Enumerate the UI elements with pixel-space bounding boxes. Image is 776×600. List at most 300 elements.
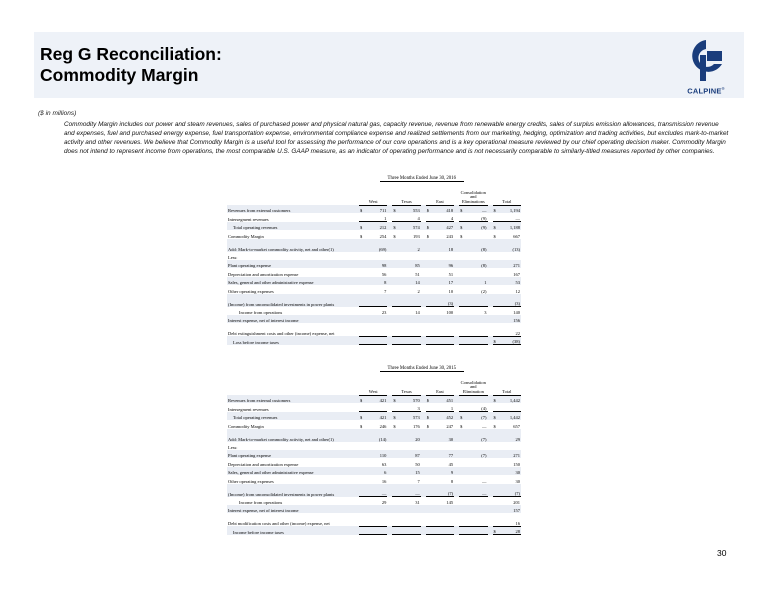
cell-value: 29 (373, 497, 387, 505)
currency-sign (359, 467, 373, 475)
column-header: Total (493, 373, 522, 395)
slide-title-line1: Reg G Reconciliation: (40, 44, 222, 64)
cell-value: 8 (373, 277, 387, 285)
cell-value: 3 (473, 307, 487, 315)
currency-sign (493, 252, 507, 260)
cell-value (440, 442, 454, 450)
currency-sign (392, 285, 406, 293)
cell-value: (3) (507, 294, 521, 307)
row-label: Interest expense, net of interest income (227, 315, 359, 323)
cell-value (473, 505, 487, 513)
table-row (227, 442, 521, 450)
currency-sign (359, 277, 373, 285)
row-label: Intersegment revenues (228, 216, 269, 222)
cell-value: 246 (379, 423, 387, 429)
table-row (227, 277, 521, 285)
cell-value: — (373, 484, 387, 497)
table-row (227, 450, 521, 458)
currency-sign (426, 526, 440, 534)
cell-value: 23 (373, 307, 387, 315)
cell-value (373, 403, 387, 411)
table-row (227, 336, 521, 344)
currency-sign: $ (392, 412, 406, 420)
cell-value: (13) (507, 239, 521, 252)
currency-sign (459, 403, 473, 411)
cell-value (473, 268, 487, 276)
currency-sign (459, 294, 473, 307)
currency-sign: $ (426, 423, 429, 429)
row-label: Commodity Margin (228, 423, 264, 429)
cell-value (407, 315, 421, 323)
table-row (227, 230, 521, 238)
currency-sign: $ (359, 395, 373, 403)
currency-sign: $ (359, 205, 373, 213)
currency-sign (426, 294, 440, 307)
currency-sign (392, 467, 406, 475)
cell-value: 16 (515, 520, 520, 526)
cell-value: 4 (417, 216, 420, 222)
row-label: (Income) from unconsolidated investments in power plants (227, 294, 359, 307)
cell-value (407, 442, 421, 450)
currency-sign: $ (359, 222, 373, 230)
cell-value (373, 294, 387, 307)
cell-value: 140 (507, 307, 521, 315)
currency-sign (359, 285, 373, 293)
cell-value: 212 (373, 222, 387, 230)
cell-value: 157 (507, 505, 521, 513)
cell-value: 451 (440, 395, 454, 403)
currency-sign: $ (426, 233, 429, 239)
cell-value: 30 (515, 478, 520, 484)
cell-value: (8) (473, 239, 487, 252)
currency-sign (459, 268, 473, 276)
cell-value: 56 (381, 271, 387, 277)
currency-sign (359, 429, 373, 442)
table-row (227, 307, 521, 315)
row-label: Add: Mark-to-market commodity activity, net and other(1) (227, 239, 359, 252)
cell-value: 2 (417, 288, 420, 294)
cell-value (373, 526, 387, 534)
cell-value: 22 (515, 330, 520, 336)
currency-sign: $ (493, 205, 507, 213)
column-header: East (426, 373, 454, 395)
currency-sign (493, 268, 507, 276)
currency-sign (392, 458, 406, 466)
cell-value: 570 (407, 395, 421, 403)
currency-sign (359, 442, 373, 450)
cell-value: 77 (440, 450, 454, 458)
currency-sign (493, 458, 507, 466)
currency-sign (459, 260, 473, 268)
cell-value: 51 (415, 271, 420, 277)
table-row (227, 205, 521, 213)
currency-sign (459, 252, 473, 260)
cell-value: 7 (417, 478, 420, 484)
currency-sign (359, 458, 373, 466)
cell-value: (9) (481, 216, 487, 222)
currency-sign (392, 307, 406, 315)
currency-sign (359, 239, 373, 252)
currency-sign (459, 484, 473, 497)
table-row (227, 505, 521, 513)
cell-value (473, 458, 487, 466)
cell-value: — (515, 216, 520, 222)
table-row (227, 420, 521, 428)
column-header: West (359, 373, 387, 395)
table-row (227, 252, 521, 260)
table-row (227, 213, 521, 221)
cell-value: (38) (507, 336, 521, 344)
currency-sign (392, 475, 406, 483)
cell-value (473, 497, 487, 505)
calpine-logo (682, 38, 730, 104)
currency-sign (392, 484, 406, 497)
calpine-c-icon (688, 38, 724, 84)
column-header: Texas (392, 373, 420, 395)
cell-value: 421 (373, 395, 387, 403)
currency-sign (459, 526, 473, 534)
period-title: Three Months Ended June 30, 2015 (227, 365, 521, 373)
reconciliation-table-2016 (227, 175, 521, 345)
cell-value: 3 (417, 406, 420, 412)
row-label: Loss before income taxes (227, 336, 359, 344)
cell-value: 18 (440, 239, 454, 252)
row-label: Total operating revenues (227, 222, 359, 230)
cell-value: 271 (507, 260, 521, 268)
slide-title-line2: Commodity Margin (40, 65, 199, 85)
cell-value: 1,188 (507, 222, 521, 230)
table-row (227, 513, 521, 526)
cell-value (473, 467, 487, 475)
column-header: Texas (392, 183, 420, 205)
cell-value: 167 (513, 271, 520, 277)
currency-sign (426, 252, 440, 260)
currency-sign (392, 526, 406, 534)
currency-sign: $ (460, 233, 463, 239)
currency-sign (392, 252, 406, 260)
cell-value (473, 315, 487, 323)
cell-value: 176 (413, 423, 420, 429)
currency-sign (426, 315, 440, 323)
currency-sign (493, 475, 507, 483)
table-row (227, 294, 521, 307)
slide-title (40, 44, 222, 86)
cell-value (440, 336, 454, 344)
currency-sign (426, 497, 440, 505)
cell-value: (14) (373, 429, 387, 442)
table-row (227, 412, 521, 420)
cell-value: 50 (415, 461, 420, 467)
currency-sign (359, 252, 373, 260)
cell-value: 53 (507, 277, 521, 285)
currency-sign (359, 450, 373, 458)
cell-value: 9 (440, 467, 454, 475)
currency-sign (359, 213, 373, 221)
currency-sign (392, 450, 406, 458)
currency-sign (426, 450, 440, 458)
currency-sign (493, 285, 507, 293)
column-header-row (227, 373, 521, 395)
cell-value: 63 (381, 461, 387, 467)
currency-sign (392, 260, 406, 268)
cell-value: 6 (373, 467, 387, 475)
cell-value: 201 (507, 497, 521, 505)
row-label: Income from operations (239, 309, 283, 315)
currency-sign (459, 513, 473, 526)
currency-sign (493, 450, 507, 458)
currency-sign (392, 268, 406, 276)
cell-value: 254 (379, 233, 387, 239)
currency-sign: $ (459, 222, 473, 230)
currency-sign (459, 497, 473, 505)
cell-value: — (473, 205, 487, 213)
cell-value (473, 323, 487, 336)
cell-value (507, 403, 521, 411)
currency-sign (459, 505, 473, 513)
cell-value: 4 (450, 216, 454, 222)
cell-value: 418 (440, 205, 454, 213)
cell-value: 1,442 (507, 395, 521, 403)
currency-sign: $ (392, 395, 406, 403)
row-label: Depreciation and amortization expense (228, 271, 299, 277)
currency-sign (459, 475, 473, 483)
currency-sign: $ (360, 423, 363, 429)
cell-value (473, 294, 487, 307)
column-header: West (359, 183, 387, 205)
currency-sign (392, 336, 406, 344)
cell-value (440, 513, 454, 526)
currency-sign (392, 294, 406, 307)
currency-sign (426, 484, 440, 497)
currency-sign (359, 497, 373, 505)
currency-sign (359, 294, 373, 307)
cell-value: 1,194 (507, 205, 521, 213)
column-header-row (227, 183, 521, 205)
currency-sign: $ (426, 222, 440, 230)
cell-value: (7) (473, 450, 487, 458)
column-header: Total (493, 183, 522, 205)
table-row (227, 526, 521, 534)
cell-value: (2) (481, 288, 487, 294)
cell-value (373, 252, 387, 260)
cell-value: 573 (407, 412, 421, 420)
cell-value: (7) (440, 484, 454, 497)
cell-value: 29 (507, 429, 521, 442)
currency-sign (459, 467, 473, 475)
table-row (227, 285, 521, 293)
currency-sign: $ (459, 412, 473, 420)
row-label: Plant operating expense (227, 450, 359, 458)
currency-sign: $ (426, 412, 440, 420)
currency-sign (426, 513, 440, 526)
currency-sign (459, 458, 473, 466)
currency-sign: $ (493, 233, 496, 239)
currency-sign (359, 403, 373, 411)
currency-sign (392, 277, 406, 285)
currency-sign (426, 429, 440, 442)
currency-sign (359, 260, 373, 268)
cell-value: — (482, 423, 487, 429)
currency-sign (359, 475, 373, 483)
cell-value: 10 (448, 288, 454, 294)
row-label: Interest expense, net of interest income (227, 505, 359, 513)
currency-sign (493, 403, 507, 411)
cell-value: 247 (446, 423, 454, 429)
currency-sign (392, 239, 406, 252)
row-label: Intersegment revenues (228, 406, 269, 412)
table-row (227, 429, 521, 442)
currency-sign (493, 513, 507, 526)
column-header: East (426, 183, 454, 205)
row-label: Commodity Margin (228, 233, 264, 239)
table-row (227, 239, 521, 252)
cell-value: 574 (407, 222, 421, 230)
cell-value: 85 (407, 260, 421, 268)
table-row (227, 323, 521, 336)
cell-value: 1,442 (507, 412, 521, 420)
row-label: Revenues from external customers (227, 395, 359, 403)
currency-sign (426, 307, 440, 315)
currency-sign (459, 277, 473, 285)
column-header: Consolidation and Eliminations (459, 183, 487, 205)
cell-value: 8 (450, 478, 454, 484)
cell-value: 1 (384, 216, 387, 222)
currency-sign: $ (360, 233, 363, 239)
row-label: Sales, general and other administrative expense (227, 277, 359, 285)
cell-value (407, 336, 421, 344)
currency-sign (493, 467, 507, 475)
period-title: Three Months Ended June 30, 2016 (227, 175, 521, 183)
financial-table (227, 183, 521, 345)
currency-sign (493, 307, 507, 315)
cell-value (507, 442, 521, 450)
currency-sign (359, 307, 373, 315)
reconciliation-table-2015 (227, 365, 521, 535)
currency-sign: $ (359, 412, 373, 420)
cell-value: 16 (381, 478, 387, 484)
cell-value: 243 (446, 233, 454, 239)
financial-table (227, 373, 521, 535)
cell-value: 98 (373, 260, 387, 268)
logo-wordmark: CALPINE® (687, 86, 725, 96)
currency-sign (426, 505, 440, 513)
cell-value: (3) (440, 294, 454, 307)
table-row (227, 475, 521, 483)
currency-sign (359, 505, 373, 513)
cell-value: 711 (373, 205, 387, 213)
currency-sign (359, 315, 373, 323)
cell-value: 1 (450, 406, 454, 412)
currency-sign: $ (493, 423, 496, 429)
cell-value (440, 505, 454, 513)
cell-value: 427 (440, 222, 454, 230)
cell-value: 7 (384, 288, 387, 294)
table-row (227, 484, 521, 497)
cell-value: 28 (507, 526, 521, 534)
currency-sign (392, 513, 406, 526)
currency-sign (392, 315, 406, 323)
row-label: Debt extinguishment costs and other (income) expense, net (228, 331, 335, 337)
cell-value: 45 (448, 461, 454, 467)
cell-value: 87 (407, 450, 421, 458)
cell-value (473, 336, 487, 344)
cell-value: (69) (373, 239, 387, 252)
currency-sign: $ (392, 205, 406, 213)
currency-sign (426, 239, 440, 252)
currency-sign (493, 484, 507, 497)
currency-sign (426, 336, 440, 344)
currency-sign (459, 336, 473, 344)
row-label: Sales, general and other administrative expense (227, 467, 359, 475)
currency-sign (493, 429, 507, 442)
cell-value: — (482, 478, 487, 484)
cell-value: (4) (481, 406, 487, 412)
row-label: Debt modification costs and other (income) expense, net (228, 521, 330, 527)
cell-value: 452 (440, 412, 454, 420)
cell-value: 110 (373, 450, 387, 458)
table-row (227, 222, 521, 230)
currency-sign (493, 323, 507, 336)
cell-value: 100 (440, 307, 454, 315)
currency-sign (392, 442, 406, 450)
currency-sign (426, 260, 440, 268)
currency-sign (359, 268, 373, 276)
row-label: Depreciation and amortization expense (228, 461, 299, 467)
cell-value: (7) (473, 412, 487, 420)
row-label: Income before income taxes (227, 526, 359, 534)
currency-sign (426, 403, 440, 411)
currency-sign: $ (426, 205, 440, 213)
currency-sign: $ (393, 423, 396, 429)
cell-value (373, 323, 387, 336)
row-label: Revenues from external customers (227, 205, 359, 213)
currency-sign (493, 213, 507, 221)
currency-sign (459, 213, 473, 221)
cell-value (473, 230, 487, 238)
currency-sign (459, 285, 473, 293)
cell-value (373, 513, 387, 526)
currency-sign (426, 277, 440, 285)
cell-value: 17 (440, 277, 454, 285)
cell-value: (7) (473, 429, 487, 442)
cell-value: (8) (473, 260, 487, 268)
cell-value: 14 (407, 277, 421, 285)
cell-value: 31 (407, 497, 421, 505)
table-row (227, 403, 521, 411)
currency-sign (359, 336, 373, 344)
currency-sign (459, 323, 473, 336)
currency-sign: $ (392, 222, 406, 230)
row-label: Plant operating expense (227, 260, 359, 268)
cell-value (407, 294, 421, 307)
cell-value (407, 323, 421, 336)
cell-value (473, 513, 487, 526)
cell-value (440, 252, 454, 260)
cell-value: — (473, 484, 487, 497)
currency-sign (426, 323, 440, 336)
page-number: 30 (717, 548, 727, 558)
row-label: Income from operations (239, 499, 283, 505)
currency-sign (459, 429, 473, 442)
currency-sign (459, 315, 473, 323)
currency-sign (392, 213, 406, 221)
currency-sign (426, 213, 440, 221)
currency-sign: $ (493, 395, 507, 403)
cell-value: 30 (440, 429, 454, 442)
cell-value (407, 252, 421, 260)
cell-value (473, 526, 487, 534)
units-note: ($ in millions) (38, 110, 77, 117)
